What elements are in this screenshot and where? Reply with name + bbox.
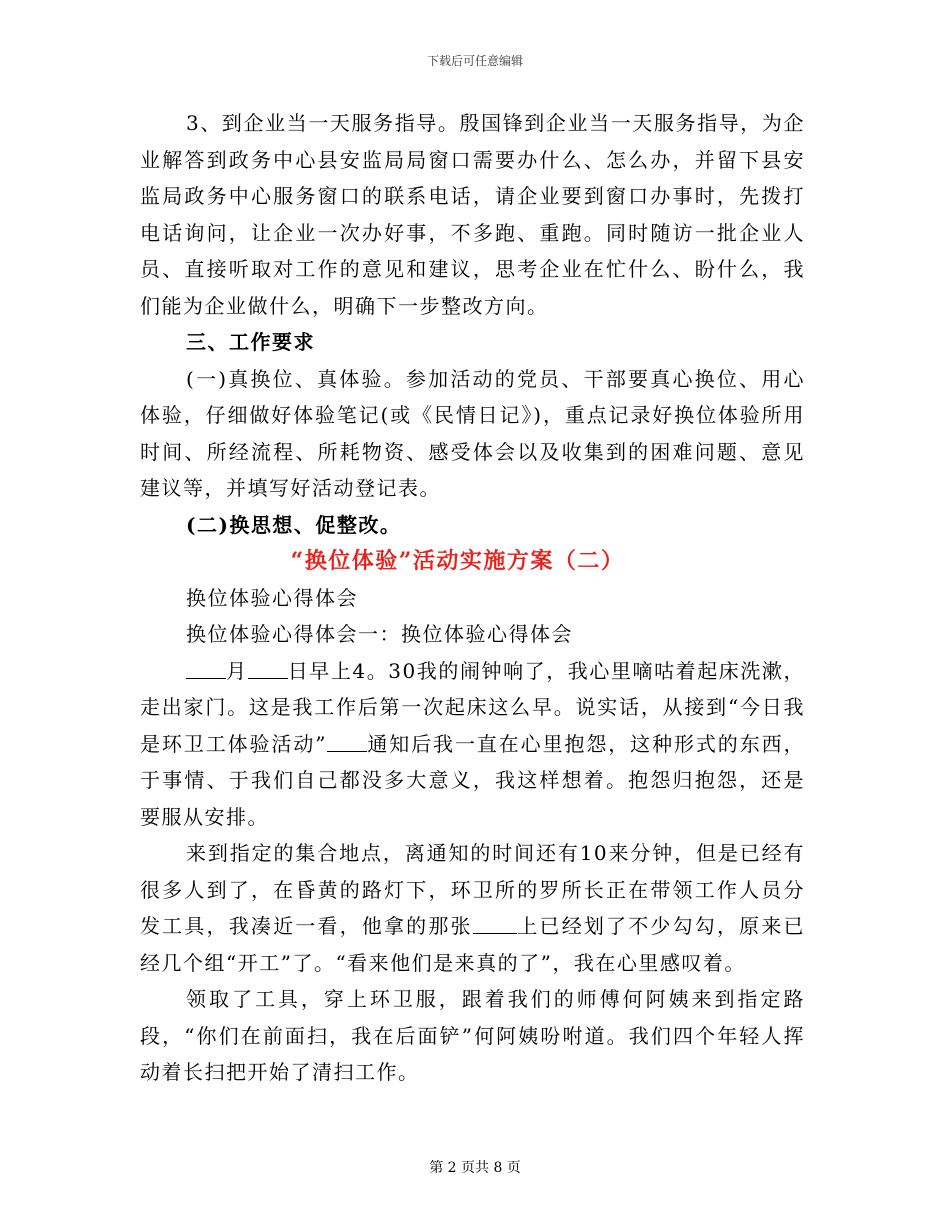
paragraph-real-experience: (一)真换位、真体验。参加活动的党员、干部要真心换位、用心体验，仔细做好体验笔记(或《民情日记》)，重点记录好换位体验所用时间、所经流程、所耗物资、感受体会以及收集到的困难问题、意见建议等，并填写好活动登记表。: [140, 366, 805, 500]
paragraph-text: 上已经划了不少勾勾，原来已经几个组“开工”了。“看来他们是来真的了”，我在心里感叹着。: [140, 914, 806, 975]
paragraph-text: 通知后我一直在心里抱怨，这种形式的东西，于事情、于我们自己都没多大意义，我这样想着。抱怨归抱怨，还是要服从安排。: [140, 731, 805, 829]
paragraph-text: 月: [226, 658, 248, 683]
document-title: “换位体验”活动实施方案（二）: [290, 548, 625, 574]
document-body: [140, 105, 805, 1091]
subtitle-line-one: 换位体验心得体会一：换位体验心得体会: [186, 622, 573, 646]
fill-blank: [473, 915, 517, 934]
paragraph-meeting-point: [140, 835, 805, 981]
paragraph-service-guidance: 3、到企业当一天服务指导。殷国锋到企业当一天服务指导，为企业解答到政务中心县安监局局窗口需要办什么、怎么办，并留下县安监局政务中心服务窗口的联系电话，请企业要到窗口办事时，先拨打电话询问，让企业一次办好事，不多跑、重跑。同时随访一批企业人员、直接听取对工作的意见和建议，思考企业在忙什么、盼什么，我们能为企业做什么，明确下一步整改方向。: [140, 111, 805, 318]
paragraph-cleaning-work: 领取了工具，穿上环卫服，跟着我们的师傅何阿姨来到指定路段，“你们在前面扫，我在后面铲”何阿姨吩咐道。我们四个年轻人挥动着长扫把开始了清扫工作。: [140, 987, 805, 1084]
page-header: 下载后可任意编辑: [426, 54, 523, 68]
page-footer: 第 2 页共 8 页: [429, 1160, 521, 1176]
paragraph-alarm-morning: [140, 653, 805, 836]
fill-blank: [186, 660, 226, 679]
subtitle-line: 换位体验心得体会: [186, 585, 358, 610]
paragraph-text: 来到指定的集合地点，离通知的时间还有10来分钟，但是已经有很多人到了，在昏黄的路灯下，环卫所的罗所长正在带领工作人员分发工具，我凑近一看，他拿的那张: [140, 841, 805, 938]
subheading-change-thinking: (二)换思想、促整改。: [186, 512, 402, 537]
fill-blank: [327, 733, 367, 752]
fill-blank: [248, 660, 288, 679]
paragraph-text: 日早上4。30我的闹钟响了，我心里嘀咕着起床洗漱，走出家门。这是我工作后第一次起床这么早。说实话，从接到“今日我是环卫工体验活动”: [140, 658, 805, 756]
section-heading-work-requirements: 三、工作要求: [186, 330, 315, 354]
